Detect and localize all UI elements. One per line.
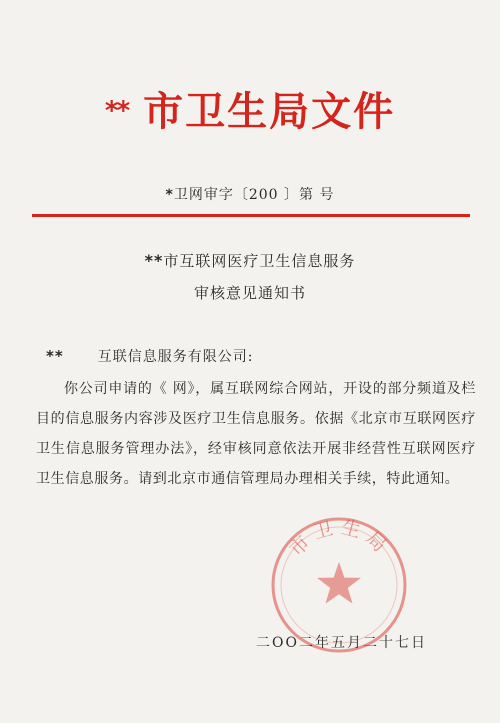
salutation xyxy=(46,346,253,366)
notice-title-line1 xyxy=(0,250,500,271)
document-number-text: 卫网审字〔200 〕第 号 xyxy=(173,187,335,203)
redacted-mark: ** xyxy=(46,347,64,365)
document-number xyxy=(0,184,500,204)
notice-body: 你公司申请的《 网》，属互联网综合网站，开设的部分频道及栏目的信息服务内容涉及医疗卫生信息服务。依据《北京市互联网医疗卫生信息服务管理办法》，经审核同意依法开展非经营性互联网医疗卫生信息服务。请到北京市通信管理局办理相关手续，特此通知。 xyxy=(36,381,476,487)
redacted-mark: ** xyxy=(144,251,164,270)
issuing-authority-title: 市卫生局文件 xyxy=(143,88,396,135)
red-divider-rule xyxy=(32,214,470,217)
notice-title-line1-text: 市互联网医疗卫生信息服务 xyxy=(163,252,356,270)
seal-text: 市卫生局 xyxy=(285,516,395,561)
issue-date: 二OO二年五月二十七日 xyxy=(256,635,427,651)
document-masthead xyxy=(0,80,500,137)
svg-text:市卫生局 xyxy=(285,516,394,560)
notice-title-line2: 审核意见通知书 xyxy=(193,284,306,302)
redacted-mark: ** xyxy=(104,96,129,126)
redacted-mark: * xyxy=(165,187,174,203)
salutation-text: 互联信息服务有限公司: xyxy=(97,349,254,365)
